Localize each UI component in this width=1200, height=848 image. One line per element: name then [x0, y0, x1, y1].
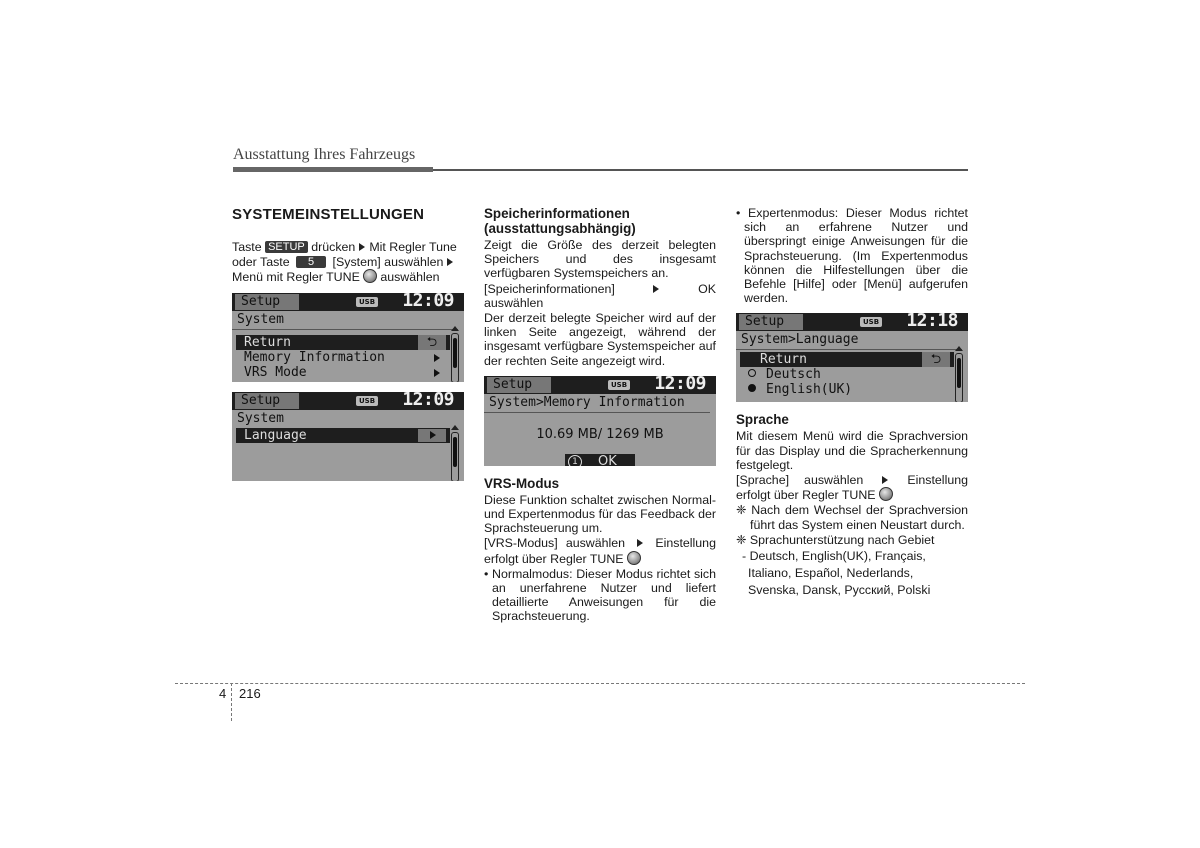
- screen-system-menu: [232, 293, 464, 382]
- paragraph-vrs-select: [VRS-Modus] auswählen Einstellung: [484, 536, 716, 551]
- arrow-right-icon: [653, 285, 659, 293]
- key-5-label: 5: [296, 256, 326, 268]
- header-rule-accent: [233, 167, 433, 172]
- menu-item-vrs-mode[interactable]: VRS Mode: [236, 365, 450, 380]
- screen-system-language-menu: [232, 392, 464, 481]
- paragraph-vrs-intro: Diese Funktion schaltet zwischen Normal- und Expertenmodus für das Feedback der Sprachsteuerung um.: [484, 492, 716, 536]
- screen-path: System: [232, 311, 458, 330]
- tune-knob-icon: [879, 487, 893, 501]
- screen-scrollbar[interactable]: [451, 432, 459, 481]
- screen-status-bar: [736, 313, 968, 331]
- screen-scrollbar[interactable]: [955, 353, 963, 402]
- info-icon: 1: [568, 455, 582, 466]
- heading-speicherinformationen: Speicherinformationen (ausstattungsabhängig): [484, 206, 636, 236]
- return-icon: ⮌: [922, 352, 950, 367]
- usb-icon: USB: [356, 297, 378, 307]
- chevron-right-icon: [434, 354, 440, 362]
- chevron-right-icon: [434, 369, 440, 377]
- screen-path: System>Language: [736, 331, 962, 350]
- screen-tab-setup: Setup: [739, 314, 803, 330]
- menu-item-memory-information[interactable]: Memory Information: [236, 350, 450, 365]
- language-list-line: Svenska, Dansk, Русский, Polski: [748, 583, 931, 598]
- language-list-line: Italiano, Español, Nederlands,: [748, 566, 914, 581]
- usb-icon: USB: [860, 317, 882, 327]
- footer-divider: [231, 683, 232, 721]
- column-3: [736, 206, 968, 599]
- section-heading-systemeinstellungen: SYSTEMEINSTELLUNGEN: [232, 206, 425, 223]
- paragraph-sprache-select: [Sprache] auswählen Einstellung: [736, 473, 968, 488]
- language-item-return[interactable]: Return ⮌: [740, 352, 954, 367]
- screen-path: System>Memory Information: [484, 394, 710, 413]
- screen-tab-setup: Setup: [235, 294, 299, 310]
- language-item-english-uk[interactable]: English(UK): [740, 382, 954, 397]
- paragraph-sprache-intro: Mit diesem Menü wird die Sprachversion für das Display und die Spracherkennung festgelegt.: [736, 429, 968, 472]
- tune-knob-icon: [363, 269, 377, 283]
- setup-instructions: Taste SETUP drücken Mit Regler Tune oder Taste 5 [System] auswählen Menü mit Regler TUNE auswählen: [232, 240, 457, 285]
- radio-selected-icon: [748, 384, 756, 392]
- setup-key-label: SETUP: [265, 241, 308, 253]
- memory-usage-value: 10.69 MB/ 1269 MB: [536, 426, 664, 442]
- screen-clock: 12:09: [402, 292, 454, 311]
- screen-status-bar: [484, 376, 716, 394]
- paragraph-memory-select-cont: auswählen: [484, 295, 544, 310]
- arrow-right-icon: [359, 243, 365, 251]
- paragraph-sprache-select-cont: erfolgt über Regler TUNE: [736, 487, 968, 502]
- heading-sprache: Sprache: [736, 412, 789, 428]
- heading-vrs-modus: VRS-Modus: [484, 475, 560, 491]
- scroll-thumb[interactable]: [453, 338, 457, 368]
- screen-path: System: [237, 410, 284, 426]
- screen-clock: 12:09: [402, 391, 454, 410]
- language-item-deutsch[interactable]: Deutsch: [740, 367, 954, 382]
- arrow-right-icon: [447, 258, 453, 266]
- screen-clock: 12:18: [906, 313, 958, 332]
- chevron-right-icon: [430, 431, 436, 439]
- note-sprachunterstuetzung: ❈ Sprachunterstützung nach Gebiet: [736, 532, 935, 547]
- page-number: 216: [239, 686, 261, 701]
- usb-icon: USB: [356, 396, 378, 406]
- scroll-thumb[interactable]: [453, 437, 457, 467]
- menu-item-return[interactable]: Return ⮌: [236, 335, 450, 350]
- screen-memory-information: [484, 376, 716, 466]
- paragraph-memory-select: [Speicherinformationen] OK: [484, 281, 716, 296]
- arrow-right-icon: [637, 539, 643, 547]
- return-icon: ⮌: [418, 335, 446, 350]
- footer-rule: [175, 683, 1025, 684]
- screen-status-bar: [232, 293, 464, 311]
- ok-button[interactable]: 1 OK: [565, 454, 635, 466]
- bullet-expertenmodus: • Expertenmodus: Dieser Modus richtet sich an erfahrene Nutzer und überspringt einige Anweisungen für die Sprachsteuerung. (Im Expertenmodus können die Hilfestellungen über die Befehle [Hilfe] oder [Menü] aufgerufen werden.: [736, 206, 968, 306]
- paragraph-memory-intro: Zeigt die Größe des derzeit belegten Speichers und des insgesamt verfügbaren Systemspeichers an.: [484, 238, 716, 281]
- note-neustart: ❈ Nach dem Wechsel der Sprachversion führt das System einen Neustart durch.: [736, 503, 968, 532]
- screen-tab-setup: Setup: [235, 393, 299, 409]
- screen-status-bar: [232, 392, 464, 410]
- language-list-line: - Deutsch, English(UK), Français,: [742, 549, 926, 564]
- paragraph-memory-desc: Der derzeit belegte Speicher wird auf der linken Seite angezeigt, während der insgesamt verfügbare Systemspeicher auf der rechten Seite angezeigt wird.: [484, 311, 716, 368]
- usb-icon: USB: [608, 380, 630, 390]
- screen-scrollbar[interactable]: [451, 333, 459, 382]
- radio-unselected-icon: [748, 369, 756, 377]
- language-list: [736, 548, 968, 599]
- page-header-title: Ausstattung Ihres Fahrzeugs: [233, 146, 416, 163]
- screen-system-language: [736, 313, 968, 402]
- column-2: [484, 206, 716, 625]
- screen-tab-setup: Setup: [487, 377, 551, 393]
- bullet-normalmodus: • Normalmodus: Dieser Modus richtet sich an unerfahrene Nutzer und liefert detaillierte Anweisungen für die Sprachsteuerung.: [484, 566, 716, 624]
- arrow-right-icon: [882, 476, 888, 484]
- tune-knob-icon: [627, 551, 641, 565]
- scroll-thumb[interactable]: [957, 358, 961, 388]
- menu-item-language[interactable]: Language: [236, 428, 450, 443]
- screen-clock: 12:09: [654, 375, 706, 394]
- page-chapter-number: 4: [219, 686, 227, 701]
- column-1: [232, 206, 464, 491]
- paragraph-vrs-select-cont: erfolgt über Regler TUNE: [484, 551, 716, 566]
